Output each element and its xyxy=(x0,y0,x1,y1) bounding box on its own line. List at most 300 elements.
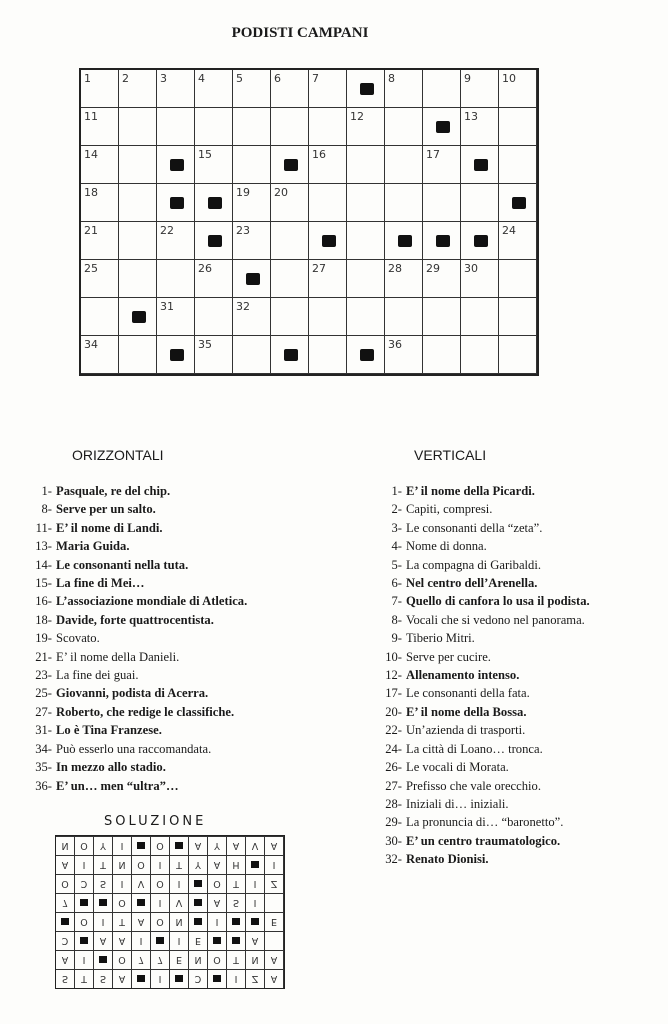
clue-text: Le consonanti della “zeta”. xyxy=(406,520,543,535)
clue-item xyxy=(30,740,247,758)
solution-black-square xyxy=(75,893,94,912)
cell-number: 12 xyxy=(350,110,364,123)
cell-number: 7 xyxy=(312,72,319,85)
clue-item xyxy=(30,758,247,776)
crossword-cell[interactable] xyxy=(119,222,157,260)
black-square xyxy=(322,235,336,247)
solution-cell: Z xyxy=(246,969,265,988)
crossword-cell[interactable] xyxy=(271,260,309,298)
page-title: PODISTI CAMPANI xyxy=(231,25,369,41)
solution-cell: T xyxy=(170,855,189,874)
solution-cell: I xyxy=(151,855,170,874)
crossword-cell[interactable] xyxy=(271,222,309,260)
cell-number: 28 xyxy=(388,262,402,275)
crossword-cell[interactable] xyxy=(499,336,537,374)
cell-number: 19 xyxy=(236,186,250,199)
clue-text: In mezzo allo stadio. xyxy=(56,760,166,775)
crossword-cell[interactable] xyxy=(233,336,271,374)
crossword-cell[interactable] xyxy=(81,146,119,184)
crossword-cell[interactable] xyxy=(81,336,119,374)
crossword-cell[interactable] xyxy=(233,146,271,184)
solution-black-square xyxy=(56,912,75,931)
clue-number: 4- xyxy=(391,539,402,554)
clue-number: 24- xyxy=(385,741,402,756)
clue-item xyxy=(378,850,590,868)
cell-number: 10 xyxy=(502,72,516,85)
solution-cell: I xyxy=(208,912,227,931)
crossword-cell[interactable] xyxy=(347,146,385,184)
crossword-cell[interactable] xyxy=(233,70,271,108)
clue-number: 21- xyxy=(35,649,52,664)
clue-item xyxy=(378,740,590,758)
clue-item xyxy=(378,684,590,702)
cell-number: 35 xyxy=(198,338,212,351)
solution-black-square xyxy=(246,855,265,874)
clue-number: 18- xyxy=(35,612,52,627)
cell-number: 15 xyxy=(198,148,212,161)
crossword-cell[interactable] xyxy=(157,70,195,108)
solution-cell: A xyxy=(265,950,284,969)
clue-item xyxy=(378,537,590,555)
crossword-cell[interactable] xyxy=(423,108,461,146)
clue-text: Allenamento intenso. xyxy=(406,668,520,683)
solution-cell: I xyxy=(132,931,151,950)
clue-text: Prefisso che vale orecchio. xyxy=(406,778,541,793)
clue-item xyxy=(30,574,247,592)
crossword-cell[interactable] xyxy=(385,108,423,146)
solution-cell: O xyxy=(113,893,132,912)
crossword-cell[interactable] xyxy=(499,298,537,336)
solution-cell: I xyxy=(265,855,284,874)
solution-cell: I xyxy=(75,950,94,969)
crossword-cell[interactable] xyxy=(499,184,537,222)
solution-cell: T xyxy=(113,912,132,931)
clue-text: Iniziali di… iniziali. xyxy=(406,796,509,811)
clue-number: 29- xyxy=(385,815,402,830)
solution-black-square xyxy=(189,893,208,912)
black-square xyxy=(436,235,450,247)
crossword-cell[interactable] xyxy=(81,222,119,260)
crossword-cell[interactable] xyxy=(347,222,385,260)
crossword-cell[interactable] xyxy=(195,260,233,298)
solution-grid xyxy=(55,835,285,989)
clue-number: 3- xyxy=(391,520,402,535)
clue-text: Nome di donna. xyxy=(406,539,487,554)
solution-cell: Ɔ xyxy=(56,931,75,950)
cell-number: 24 xyxy=(502,224,516,237)
crossword-cell[interactable] xyxy=(195,222,233,260)
cell-number: 4 xyxy=(198,72,205,85)
crossword-cell[interactable] xyxy=(271,70,309,108)
clue-text: Renato Dionisi. xyxy=(406,852,489,867)
clue-text: Vocali che si vedono nel panorama. xyxy=(406,612,585,627)
crossword-cell[interactable] xyxy=(195,336,233,374)
clue-number: 36- xyxy=(35,778,52,793)
crossword-cell[interactable] xyxy=(461,336,499,374)
crossword-cell[interactable] xyxy=(499,222,537,260)
clue-number: 27- xyxy=(385,778,402,793)
solution-cell: H xyxy=(227,855,246,874)
crossword-cell[interactable] xyxy=(461,108,499,146)
black-square xyxy=(170,197,184,209)
solution-cell: I xyxy=(170,931,189,950)
clue-number: 6- xyxy=(391,576,402,591)
crossword-cell[interactable] xyxy=(461,298,499,336)
crossword-cell[interactable] xyxy=(195,146,233,184)
clue-item xyxy=(30,592,247,610)
solution-cell: O xyxy=(113,950,132,969)
solution-cell: A xyxy=(208,855,227,874)
clue-number: 25- xyxy=(35,686,52,701)
crossword-cell[interactable] xyxy=(309,336,347,374)
clue-text: Roberto, che redige le classifiche. xyxy=(56,704,235,719)
clue-text: E’ il nome di Landi. xyxy=(56,520,163,535)
crossword-cell[interactable] xyxy=(423,222,461,260)
crossword-cell[interactable] xyxy=(499,108,537,146)
solution-cell: O xyxy=(132,855,151,874)
cell-number: 5 xyxy=(236,72,243,85)
black-square xyxy=(208,197,222,209)
clue-number: 15- xyxy=(35,576,52,591)
crossword-cell[interactable] xyxy=(385,222,423,260)
black-square xyxy=(170,349,184,361)
solution-cell: E xyxy=(189,931,208,950)
crossword-cell[interactable] xyxy=(385,184,423,222)
clue-text: Quello di canfora lo usa il podista. xyxy=(406,594,590,609)
solution-cell: O xyxy=(75,836,94,855)
clue-item xyxy=(378,813,590,831)
clue-text: E’ un centro traumatologico. xyxy=(406,833,561,848)
clue-item xyxy=(30,684,247,702)
cell-number: 26 xyxy=(198,262,212,275)
clue-text: Un’azienda di trasporti. xyxy=(406,723,526,738)
crossword-cell[interactable] xyxy=(81,108,119,146)
clue-text: Nel centro dell’Arenella. xyxy=(406,576,538,591)
clue-text: Le consonanti nella tuta. xyxy=(56,557,189,572)
clue-number: 30- xyxy=(385,833,402,848)
solution-cell: 7 xyxy=(56,893,75,912)
crossword-cell[interactable] xyxy=(347,108,385,146)
solution-cell: O xyxy=(151,912,170,931)
solution-cell: A xyxy=(265,969,284,988)
crossword-cell[interactable] xyxy=(119,298,157,336)
crossword-cell[interactable] xyxy=(309,146,347,184)
crossword-cell[interactable] xyxy=(81,70,119,108)
crossword-cell[interactable] xyxy=(347,336,385,374)
solution-black-square xyxy=(170,969,189,988)
crossword-cell[interactable] xyxy=(309,184,347,222)
clue-text: La pronuncia di… “baronetto”. xyxy=(406,815,564,830)
cell-number: 34 xyxy=(84,338,98,351)
solution-cell: I xyxy=(113,874,132,893)
cell-number: 30 xyxy=(464,262,478,275)
crossword-cell[interactable] xyxy=(271,108,309,146)
crossword-cell[interactable] xyxy=(157,336,195,374)
solution-cell xyxy=(265,893,284,912)
clue-item xyxy=(378,482,590,500)
solution-cell: Y xyxy=(189,855,208,874)
clue-item xyxy=(30,721,247,739)
solution-black-square xyxy=(208,969,227,988)
cell-number: 11 xyxy=(84,110,98,123)
solution-heading: SOLUZIONE xyxy=(104,814,207,829)
solution-cell: T xyxy=(227,874,246,893)
black-square xyxy=(360,83,374,95)
solution-cell: S xyxy=(227,893,246,912)
crossword-cell[interactable] xyxy=(271,184,309,222)
crossword-cell[interactable] xyxy=(347,70,385,108)
crossword-cell[interactable] xyxy=(423,146,461,184)
clue-number: 2- xyxy=(391,502,402,517)
solution-black-square xyxy=(132,969,151,988)
solution-cell: Z xyxy=(265,874,284,893)
solution-cell: S xyxy=(56,969,75,988)
clue-item xyxy=(378,629,590,647)
clue-text: La compagna di Garibaldi. xyxy=(406,557,541,572)
crossword-cell[interactable] xyxy=(157,146,195,184)
crossword-cell[interactable] xyxy=(119,184,157,222)
clue-number: 35- xyxy=(35,760,52,775)
black-square xyxy=(284,159,298,171)
solution-cell: N xyxy=(113,855,132,874)
crossword-cell[interactable] xyxy=(157,184,195,222)
crossword-cell[interactable] xyxy=(119,70,157,108)
solution-cell: O xyxy=(208,874,227,893)
crossword-cell[interactable] xyxy=(157,260,195,298)
crossword-cell[interactable] xyxy=(195,108,233,146)
clue-text: Davide, forte quattrocentista. xyxy=(56,612,214,627)
clue-item xyxy=(378,666,590,684)
clue-number: 28- xyxy=(385,796,402,811)
clue-text: Serve per un salto. xyxy=(56,502,156,517)
crossword-cell[interactable] xyxy=(81,260,119,298)
crossword-cell[interactable] xyxy=(233,222,271,260)
clue-item xyxy=(30,703,247,721)
clue-item xyxy=(378,648,590,666)
solution-cell: A xyxy=(227,836,246,855)
solution-cell: 7 xyxy=(151,950,170,969)
solution-cell: I xyxy=(246,893,265,912)
solution-black-square xyxy=(132,836,151,855)
solution-cell: I xyxy=(227,969,246,988)
crossword-cell[interactable] xyxy=(385,336,423,374)
crossword-cell[interactable] xyxy=(385,260,423,298)
clue-item xyxy=(378,611,590,629)
clue-number: 16- xyxy=(35,594,52,609)
solution-cell: A xyxy=(94,931,113,950)
crossword-cell[interactable] xyxy=(119,260,157,298)
crossword-cell[interactable] xyxy=(347,184,385,222)
crossword-cell[interactable] xyxy=(423,336,461,374)
solution-cell xyxy=(265,931,284,950)
clue-item xyxy=(30,537,247,555)
crossword-cell[interactable] xyxy=(499,70,537,108)
solution-cell: E xyxy=(265,912,284,931)
clue-item xyxy=(30,666,247,684)
solution-cell: N xyxy=(170,912,189,931)
crossword-cell[interactable] xyxy=(233,260,271,298)
solution-cell: A xyxy=(246,931,265,950)
black-square xyxy=(512,197,526,209)
solution-black-square xyxy=(227,912,246,931)
clue-number: 23- xyxy=(35,668,52,683)
solution-black-square xyxy=(189,874,208,893)
cell-number: 23 xyxy=(236,224,250,237)
clue-item xyxy=(378,832,590,850)
solution-cell: V xyxy=(132,874,151,893)
clue-item xyxy=(378,703,590,721)
solution-cell: I xyxy=(246,874,265,893)
crossword-cell[interactable] xyxy=(195,184,233,222)
clue-text: Le vocali di Morata. xyxy=(406,760,509,775)
cell-number: 3 xyxy=(160,72,167,85)
solution-cell: A xyxy=(265,836,284,855)
crossword-cell[interactable] xyxy=(385,146,423,184)
clue-number: 26- xyxy=(385,760,402,775)
crossword-cell[interactable] xyxy=(423,70,461,108)
cell-number: 20 xyxy=(274,186,288,199)
solution-cell: A xyxy=(56,950,75,969)
crossword-cell[interactable] xyxy=(195,298,233,336)
clue-text: Lo è Tina Franzese. xyxy=(56,723,162,738)
clue-item xyxy=(30,500,247,518)
solution-cell: Y xyxy=(208,836,227,855)
black-square xyxy=(474,235,488,247)
crossword-cell[interactable] xyxy=(119,146,157,184)
crossword-cell[interactable] xyxy=(499,146,537,184)
crossword-cell[interactable] xyxy=(309,222,347,260)
horizontal-clues xyxy=(30,482,247,795)
crossword-cell[interactable] xyxy=(461,260,499,298)
cell-number: 25 xyxy=(84,262,98,275)
cell-number: 27 xyxy=(312,262,326,275)
crossword-cell[interactable] xyxy=(461,222,499,260)
cell-number: 32 xyxy=(236,300,250,313)
cell-number: 36 xyxy=(388,338,402,351)
cell-number: 18 xyxy=(84,186,98,199)
crossword-cell[interactable] xyxy=(233,298,271,336)
solution-cell: V xyxy=(170,893,189,912)
solution-cell: A xyxy=(189,836,208,855)
crossword-cell[interactable] xyxy=(423,184,461,222)
solution-black-square xyxy=(246,912,265,931)
crossword-cell[interactable] xyxy=(347,260,385,298)
clue-number: 19- xyxy=(35,631,52,646)
clue-text: La fine dei guai. xyxy=(56,668,139,683)
clue-text: Serve per cucire. xyxy=(406,649,491,664)
clue-item xyxy=(30,611,247,629)
crossword-cell[interactable] xyxy=(461,184,499,222)
crossword-grid xyxy=(79,68,539,376)
clue-item xyxy=(378,777,590,795)
clue-item xyxy=(30,556,247,574)
clue-item xyxy=(378,574,590,592)
crossword-cell[interactable] xyxy=(385,298,423,336)
clue-number: 1- xyxy=(41,484,52,498)
clue-text: E’ il nome della Picardi. xyxy=(406,484,535,498)
crossword-cell[interactable] xyxy=(309,70,347,108)
clue-text: Scovato. xyxy=(56,631,100,646)
solution-cell: I xyxy=(151,893,170,912)
clue-item xyxy=(378,500,590,518)
crossword-cell[interactable] xyxy=(271,298,309,336)
crossword-cell[interactable] xyxy=(461,70,499,108)
solution-cell: T xyxy=(75,969,94,988)
crossword-cell[interactable] xyxy=(157,298,195,336)
crossword-cell[interactable] xyxy=(423,298,461,336)
crossword-cell[interactable] xyxy=(385,70,423,108)
solution-cell: A xyxy=(113,931,132,950)
solution-cell: Y xyxy=(94,836,113,855)
clue-item xyxy=(378,721,590,739)
clue-text: E’ il nome della Danieli. xyxy=(56,649,180,664)
crossword-cell[interactable] xyxy=(271,336,309,374)
clue-number: 12- xyxy=(385,668,402,683)
crossword-cell[interactable] xyxy=(347,298,385,336)
clue-text: Tiberio Mitri. xyxy=(406,631,475,646)
solution-cell: S xyxy=(94,969,113,988)
clue-text: Giovanni, podista di Acerra. xyxy=(56,686,209,701)
crossword-cell[interactable] xyxy=(309,298,347,336)
clue-number: 27- xyxy=(35,704,52,719)
solution-cell: V xyxy=(246,836,265,855)
crossword-cell[interactable] xyxy=(157,108,195,146)
crossword-cell[interactable] xyxy=(233,184,271,222)
horizontal-heading: ORIZZONTALI xyxy=(72,447,164,463)
solution-cell: T xyxy=(94,855,113,874)
crossword-cell[interactable] xyxy=(119,336,157,374)
clue-text: Le consonanti della fata. xyxy=(406,686,530,701)
crossword-cell[interactable] xyxy=(461,146,499,184)
clue-item xyxy=(378,795,590,813)
crossword-cell[interactable] xyxy=(81,184,119,222)
crossword-cell[interactable] xyxy=(309,260,347,298)
crossword-cell[interactable] xyxy=(81,298,119,336)
solution-cell: A xyxy=(132,912,151,931)
crossword-cell[interactable] xyxy=(233,108,271,146)
vertical-clues xyxy=(378,482,590,869)
cell-number: 13 xyxy=(464,110,478,123)
crossword-cell[interactable] xyxy=(119,108,157,146)
clue-item xyxy=(30,648,247,666)
clue-item xyxy=(378,519,590,537)
clue-item xyxy=(30,482,247,500)
clue-text: E’ il nome della Bossa. xyxy=(406,704,527,719)
solution-cell: N xyxy=(189,950,208,969)
cell-number: 2 xyxy=(122,72,129,85)
solution-cell: O xyxy=(56,874,75,893)
clue-item xyxy=(30,629,247,647)
clue-item xyxy=(378,758,590,776)
crossword-cell[interactable] xyxy=(157,222,195,260)
crossword-cell[interactable] xyxy=(195,70,233,108)
crossword-cell[interactable] xyxy=(499,260,537,298)
black-square xyxy=(360,349,374,361)
clue-item xyxy=(30,519,247,537)
crossword-cell[interactable] xyxy=(423,260,461,298)
crossword-cell[interactable] xyxy=(309,108,347,146)
solution-cell: I xyxy=(151,969,170,988)
black-square xyxy=(398,235,412,247)
clue-text: Capiti, compresi. xyxy=(406,502,493,517)
solution-black-square xyxy=(75,931,94,950)
cell-number: 22 xyxy=(160,224,174,237)
solution-black-square xyxy=(208,931,227,950)
crossword-cell[interactable] xyxy=(271,146,309,184)
black-square xyxy=(284,349,298,361)
clue-number: 31- xyxy=(35,723,52,738)
clue-number: 8- xyxy=(41,502,52,517)
